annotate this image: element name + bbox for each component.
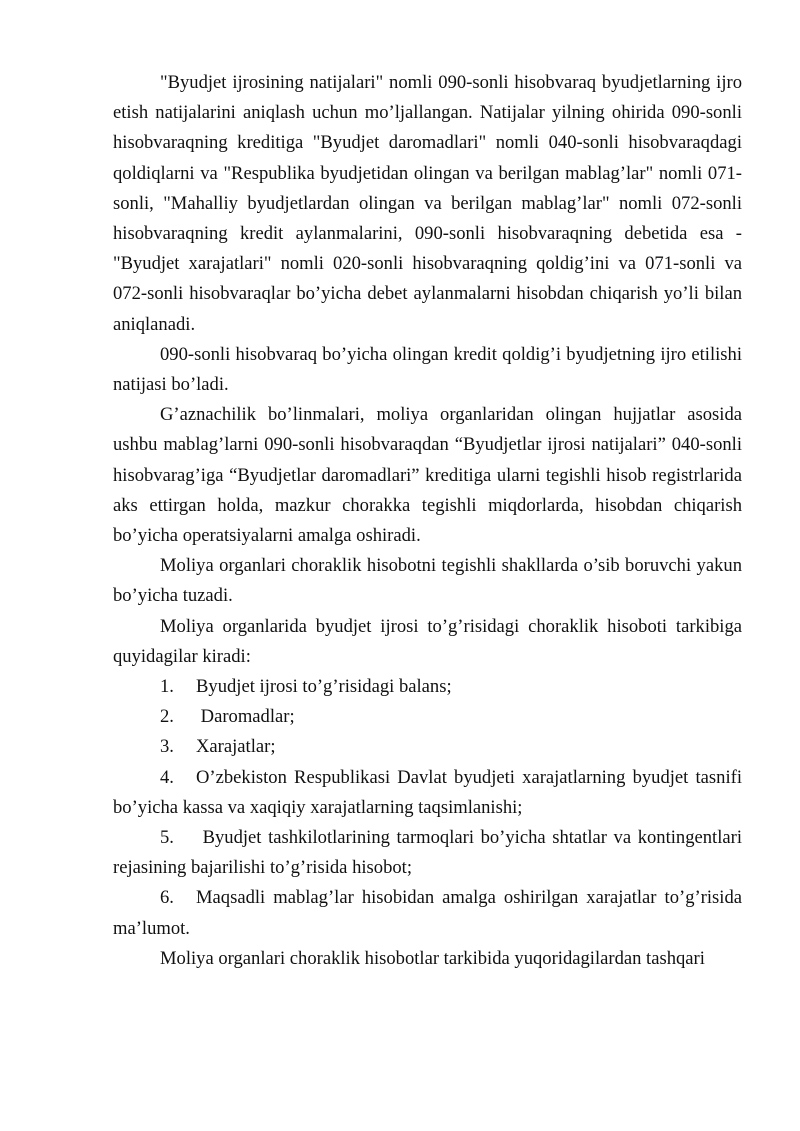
paragraph: Moliya organlari choraklik hisobotlar tarkibida yuqoridagilardan tashqari [160, 947, 705, 969]
paragraph: Moliya organlarida byudjet ijrosi to’g’risidagi choraklik hisoboti tarkibiga quyidagilar kiradi: [113, 615, 742, 667]
list-item-text: Byudjet ijrosi to’g’risidagi balans; [196, 676, 452, 698]
list-item [113, 763, 742, 823]
list-item-text: Byudjet tashkilotlarining tarmoqlari bo’yicha shtatlar va kontingentlari rejasining bajarilishi to’g’risida hisobot; [113, 827, 742, 879]
list-item [113, 702, 742, 732]
list-item-text: O’zbekiston Respublikasi Davlat byudjeti xarajatlarning byudjet tasnifi bo’yicha kassa va xaqiqiy xarajatlarning taqsimlanishi; [113, 766, 742, 818]
list-item-number: 3. [160, 736, 174, 758]
paragraph: Moliya organlari choraklik hisobotni tegishli shakllarda o’sib boruvchi yakun bo’yicha tuzadi. [113, 555, 742, 607]
list-item-number: 6. [160, 887, 174, 909]
list-item-text: Xarajatlar; [196, 736, 276, 758]
list-item [113, 672, 742, 702]
paragraph: G’aznachilik bo’linmalari, moliya organlaridan olingan hujjatlar asosida ushbu mablag’larni 090-sonli hisobvaraqdan “Byudjetlar ijrosi natijalari” 040-sonli hisobvarag’iga “Byudjetlar daromadlari” kreditiga ularni tegishli hisob registrlarida aks ettirgan holda, mazkur chorakka tegishli miqdorlarda, hisobdan chiqarish bo’yicha operatsiyalarni amalga oshiradi. [113, 404, 742, 547]
list-item-number: 4. [160, 766, 174, 788]
report-contents-list [113, 672, 742, 944]
paragraph: 090-sonli hisobvaraq bo’yicha olingan kredit qoldig’i byudjetning ijro etilishi natijasi bo’ladi. [113, 343, 742, 396]
list-item [113, 883, 742, 943]
list-item-number: 5. [160, 827, 174, 849]
list-item-number: 1. [160, 676, 174, 698]
document-page [113, 68, 742, 974]
list-item [113, 732, 742, 762]
list-item-text: Daromadlar; [196, 706, 295, 728]
list-item-text: Maqsadli mablag’lar hisobidan amalga oshirilgan xarajatlar to’g’risida ma’lumot. [113, 887, 742, 939]
paragraph: "Byudjet ijrosining natijalari" nomli 090-sonli hisobvaraq byudjetlarning ijro etish natijalarini aniqlash uchun mo’ljallangan. Natijalar yilning ohirida 090-sonli hisobvaraqning kreditiga "Byudjet daromadlari" nomli 040-sonli hisobvaraqdagi qoldiqlarni va "Respublika byudjetidan olingan va berilgan mablag’lar" nomli 071-sonli, "Mahalliy byudjetlardan olingan va berilgan mablag’lar" nomli 072-sonli hisobvaraqning kredit aylanmalarini, 090-sonli hisobvaraqning debetida esa - "Byudjet xarajatlari" nomli 020-sonli hisobvaraqning qoldig’ini va 071-sonli va 072-sonli hisobvaraqlar bo’yicha debet aylanmalarni hisobdan chiqarish yo’li bilan aniqlanadi. [113, 72, 742, 335]
list-item [113, 823, 742, 883]
list-item-number: 2. [160, 706, 174, 728]
